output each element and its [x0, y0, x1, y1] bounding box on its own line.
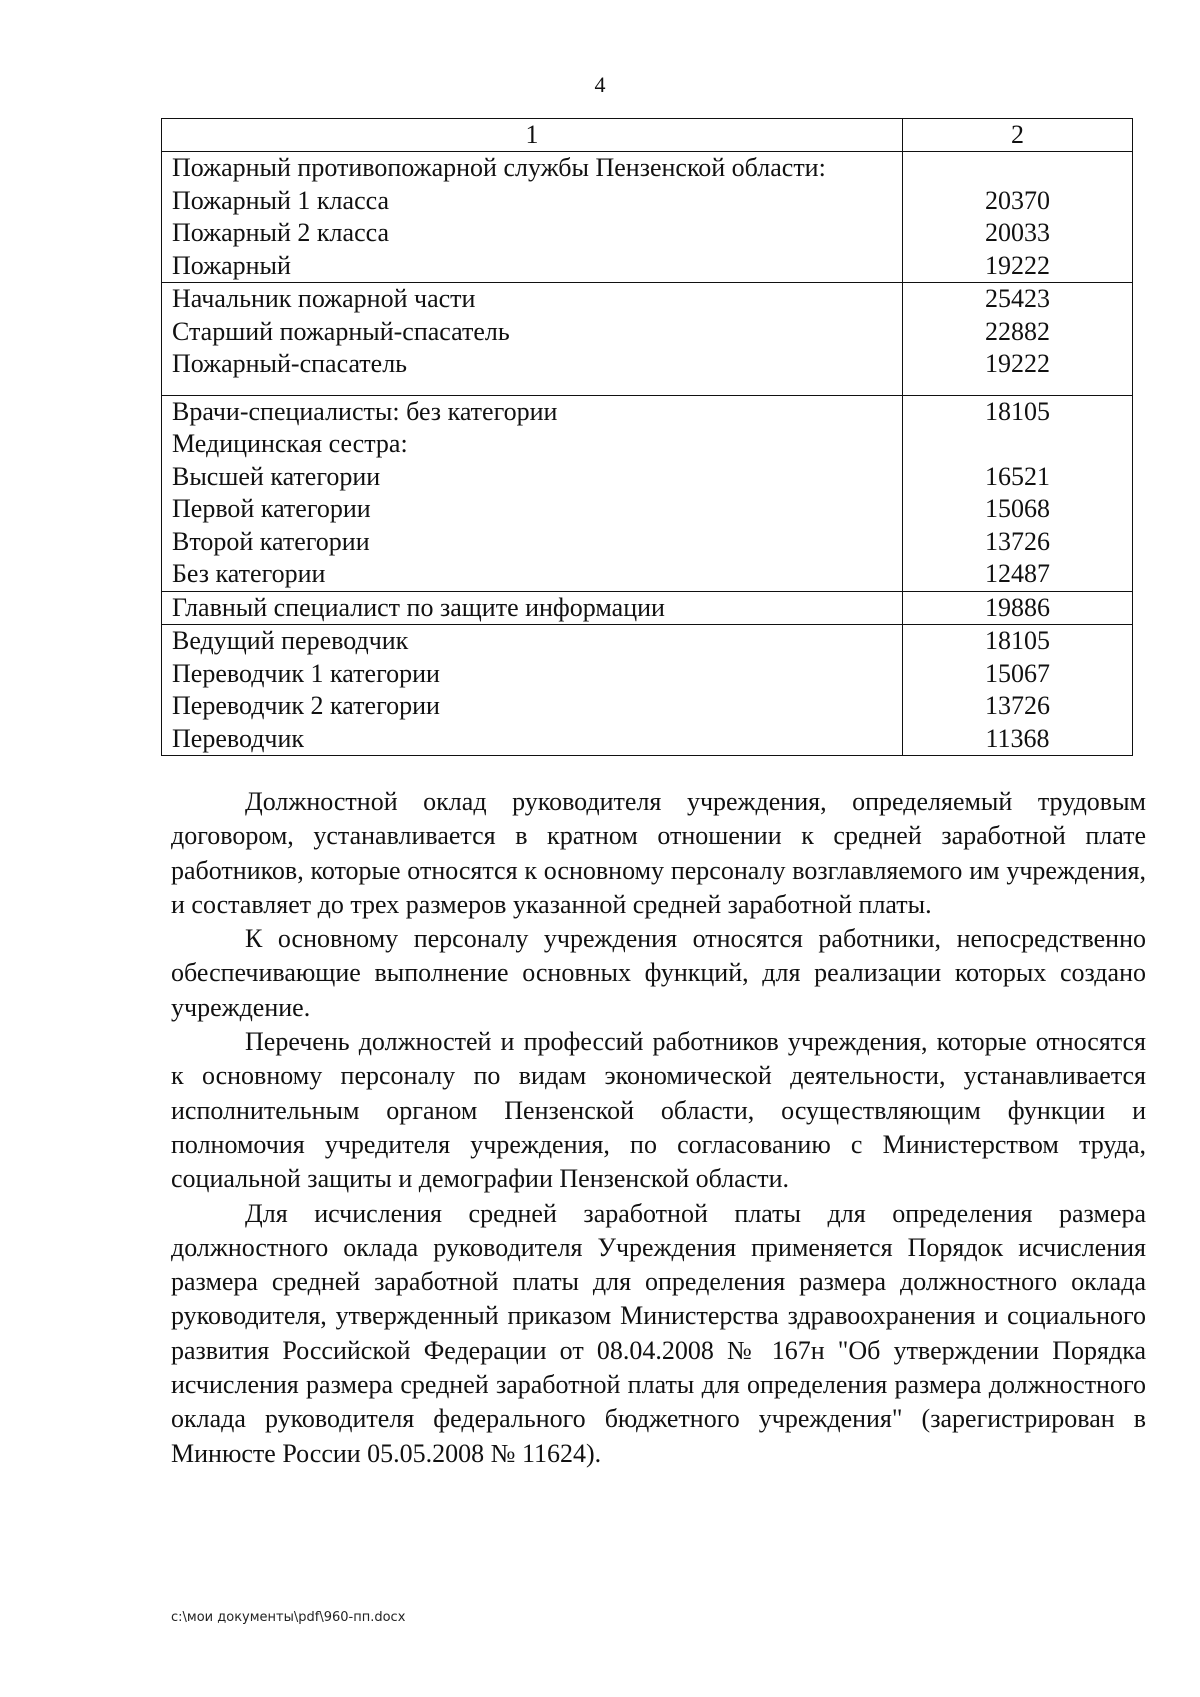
salary-value: 22882 — [985, 316, 1050, 346]
position-title: Ведущий переводчик — [172, 626, 409, 655]
salary-value: 15068 — [985, 494, 1050, 523]
salary-value: 19886 — [985, 592, 1050, 622]
salary-value: 13726 — [985, 691, 1050, 720]
position-title: Врачи-специалисты: без категории — [172, 396, 558, 426]
salary-cell — [903, 395, 1133, 591]
salary-cell — [903, 283, 1133, 396]
position-cell — [162, 152, 903, 283]
paragraph: Должностной оклад руководителя учреждения, определяемый трудовым договором, устанавливается в кратном отношении к средней заработной плате работников, которые относятся к основному персоналу возглавляемого им учреждения, и составляет до трех размеров указанной средней заработной платы. — [171, 787, 1146, 919]
position-cell — [162, 625, 903, 756]
salary-value: 12487 — [985, 559, 1050, 588]
table-header-row — [162, 119, 1133, 152]
salary-value: 25423 — [985, 284, 1050, 313]
position-title: Пожарный 2 класса — [172, 218, 390, 247]
salary-cell — [903, 152, 1133, 283]
position-title: Пожарный 1 класса — [172, 185, 390, 215]
paragraph: Перечень должностей и профессий работников учреждения, которые относятся к основному персоналу по видам экономической деятельности, устанавливается исполнительным органом Пензенской области, осуществляющим функции и полномочия учредителя учреждения, по согласованию с Министерством труда, социальной защиты и демографии Пензенской области. — [171, 1027, 1146, 1194]
salary-cell — [903, 625, 1133, 756]
salary-value: 19222 — [985, 349, 1050, 378]
file-path-footer: c:\мои документы\pdf\960-пп.docx — [171, 1610, 406, 1625]
position-title: Старший пожарный-спасатель — [172, 316, 510, 346]
row-spacer — [903, 381, 1132, 395]
position-title: Переводчик 1 категории — [172, 658, 440, 688]
salary-value: 19222 — [985, 250, 1050, 280]
salary-value — [903, 428, 1132, 461]
table-row-group — [162, 152, 1133, 283]
row-spacer — [172, 381, 902, 395]
position-title: Пожарный-спасатель — [172, 349, 408, 378]
position-title: Переводчик 2 категории — [172, 691, 440, 720]
page-number: 4 — [594, 72, 606, 97]
salary-value — [903, 152, 1132, 185]
position-title: Начальник пожарной части — [172, 284, 476, 313]
position-cell — [162, 591, 903, 625]
position-title: Медицинская сестра: — [172, 429, 408, 458]
position-title: Переводчик — [172, 723, 305, 753]
body-text — [171, 785, 1146, 1471]
position-cell — [162, 395, 903, 591]
position-title: Пожарный противопожарной службы Пензенской области: — [172, 153, 826, 182]
position-title: Главный специалист по защите информации — [172, 592, 665, 622]
column-header-position: 1 — [162, 119, 903, 152]
paragraph: К основному персоналу учреждения относятся работники, непосредственно обеспечивающие выполнение основных функций, для реализации которых создано учреждение. — [171, 924, 1146, 1022]
position-title: Первой категории — [172, 494, 371, 523]
table-row-group — [162, 395, 1133, 591]
paragraph: Для исчисления средней заработной платы для определения размера должностного оклада руководителя Учреждения применяется Порядок исчисления размера средней заработной платы для определения размера должностного оклада руководителя, утвержденный приказом Министерства здравоохранения и социального развития Российской Федерации от 08.04.2008 № 167н "Об утверждении Порядка исчисления размера средней заработной платы для определения размера должностного оклада руководителя федерального бюджетного учреждения" (зарегистрирован в Минюсте России 05.05.2008 № 11624). — [171, 1198, 1146, 1468]
position-title: Без категории — [172, 559, 326, 588]
salary-value: 11368 — [985, 723, 1050, 753]
column-header-salary: 2 — [903, 119, 1133, 152]
salary-value: 20370 — [985, 185, 1050, 215]
salary-value: 16521 — [985, 461, 1050, 491]
salary-cell — [903, 591, 1133, 625]
salary-value: 18105 — [985, 626, 1050, 655]
salary-value: 20033 — [985, 218, 1050, 247]
salary-value: 18105 — [985, 396, 1050, 426]
table-row-group — [162, 591, 1133, 625]
salary-value: 15067 — [985, 658, 1050, 688]
table-row-group — [162, 625, 1133, 756]
position-title: Высшей категории — [172, 461, 381, 491]
salary-table — [161, 118, 1133, 756]
position-title: Второй категории — [172, 526, 370, 556]
position-title: Пожарный — [172, 250, 291, 280]
table-row-group — [162, 283, 1133, 396]
salary-value: 13726 — [985, 526, 1050, 556]
position-cell — [162, 283, 903, 396]
